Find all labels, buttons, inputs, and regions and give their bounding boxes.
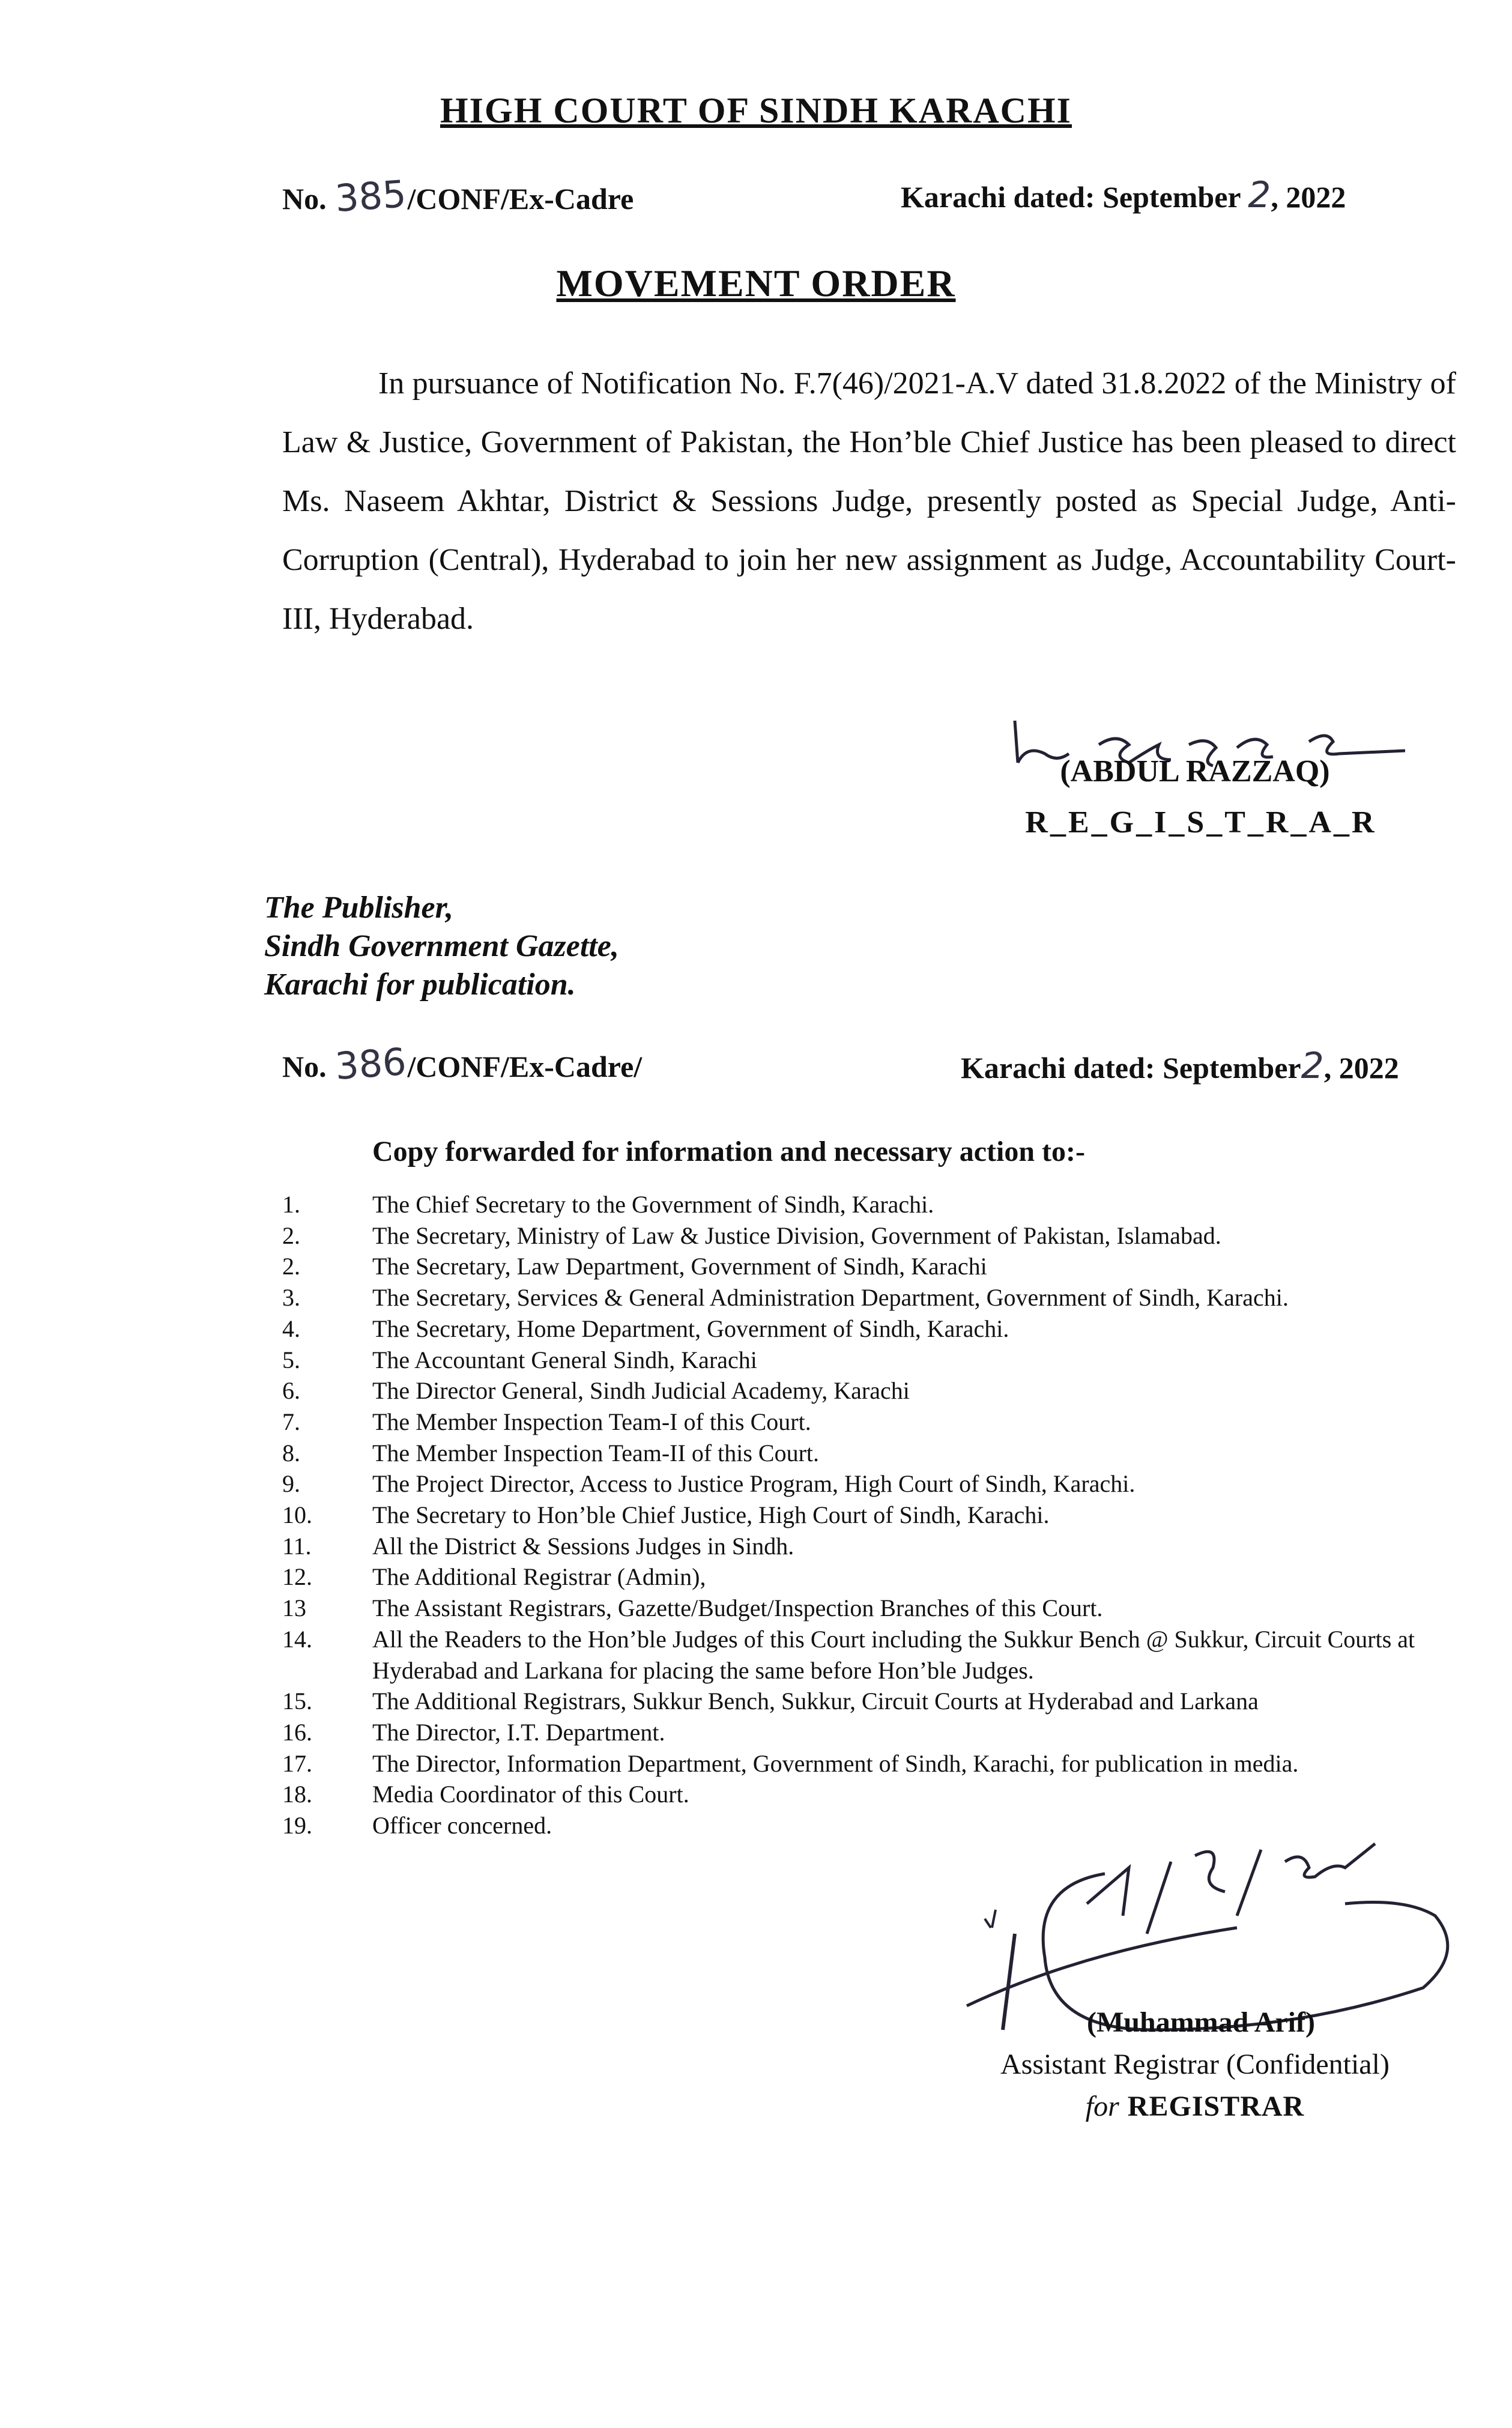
list-item-text: Media Coordinator of this Court. (372, 1781, 689, 1808)
order-date-prefix: Karachi dated: September (901, 180, 1248, 214)
list-item (282, 1686, 1483, 1717)
list-item-number: 4. (282, 1315, 300, 1342)
list-item (282, 1438, 1483, 1469)
list-item-number: 16. (282, 1718, 312, 1746)
copy-number-prefix: No. (282, 1050, 327, 1083)
distribution-list (282, 1189, 1483, 1841)
list-item-number: 5. (282, 1346, 300, 1373)
order-number-prefix: No. (282, 182, 327, 216)
list-item (282, 1624, 1483, 1686)
list-item-text: The Secretary, Ministry of Law & Justice Division, Government of Pakistan, Islamabad. (372, 1222, 1221, 1249)
list-item-number: 7. (282, 1408, 300, 1435)
copy-number-suffix: /CONF/Ex-Cadre/ (407, 1050, 643, 1083)
list-item-text: The Project Director, Access to Justice Program, High Court of Sindh, Karachi. (372, 1470, 1136, 1498)
list-item-number: 19. (282, 1812, 312, 1839)
copy-number-handwritten: 386 (333, 1039, 408, 1089)
publisher-address (264, 889, 619, 1004)
list-item-text: The Additional Registrars, Sukkur Bench, Sukkur, Circuit Courts at Hyderabad and Larkana (372, 1688, 1259, 1715)
list-item-text: The Director General, Sindh Judicial Academy, Karachi (372, 1377, 910, 1405)
publisher-line-2: Sindh Government Gazette, (264, 929, 619, 963)
list-item-number: 1. (282, 1191, 300, 1218)
list-item-text: The Director, I.T. Department. (372, 1718, 665, 1746)
list-item-number: 6. (282, 1377, 300, 1405)
list-item-text: The Member Inspection Team-II of this Court. (372, 1439, 820, 1467)
order-number (282, 171, 634, 221)
list-item (282, 1531, 1483, 1562)
list-item-text: The Assistant Registrars, Gazette/Budget/Inspection Branches of this Court. (372, 1594, 1103, 1622)
list-item-text: Officer concerned. (372, 1812, 552, 1839)
list-item-text: The Additional Registrar (Admin), (372, 1563, 706, 1591)
list-item (282, 1251, 1483, 1282)
list-item (282, 1779, 1483, 1810)
copy-date-year: , 2022 (1323, 1051, 1399, 1085)
publisher-line-1: The Publisher, (264, 891, 453, 925)
list-item-number: 14. (282, 1625, 312, 1653)
list-item-text: The Secretary, Law Department, Government of Sindh, Karachi (372, 1253, 987, 1280)
list-item-number: 17. (282, 1749, 312, 1777)
for-registrar-title: REGISTRAR (1127, 2090, 1305, 2122)
copy-number (282, 1039, 643, 1089)
list-item (282, 1189, 1483, 1220)
court-title: HIGH COURT OF SINDH KARACHI (440, 91, 1072, 130)
for-registrar (925, 2090, 1465, 2123)
list-item-number: 13 (282, 1594, 306, 1622)
list-item (282, 1468, 1483, 1500)
order-date-day-handwritten: 2 (1248, 174, 1271, 216)
copy-date-prefix: Karachi dated: September (961, 1051, 1301, 1085)
list-item-number: 15. (282, 1688, 312, 1715)
list-item-text: The Member Inspection Team-I of this Court. (372, 1408, 811, 1435)
list-item-number: 8. (282, 1439, 300, 1467)
order-body: In pursuance of Notification No. F.7(46)/2021-A.V dated 31.8.2022 of the Ministry of Law & Justice, Government of Pakistan, the Hon’ble Chief Justice has been pleased to direct Ms. Naseem Akhtar, District & Sessions Judge, presently posted as Special Judge, Anti-Corruption (Central), Hyderabad to join her new assignment as Judge, Accountability Court-III, Hyderabad. (282, 366, 1456, 636)
list-item-text: The Director, Information Department, Government of Sindh, Karachi, for publication in media. (372, 1749, 1299, 1777)
list-item (282, 1748, 1483, 1779)
registrar-title: R_E_G_I_S_T_R_A_R (1025, 805, 1377, 840)
list-item-text: All the Readers to the Hon’ble Judges of this Court including the Sukkur Bench @ Sukkur, Circuit Courts at Hyderabad and Larkana for placing the same before Hon’ble Judges. (372, 1625, 1415, 1684)
list-item-text: The Chief Secretary to the Government of Sindh, Karachi. (372, 1191, 934, 1218)
list-item (282, 1375, 1483, 1406)
list-item (282, 1406, 1483, 1438)
list-item (282, 1593, 1483, 1624)
list-item-number: 11. (282, 1532, 312, 1560)
list-item-number: 2. (282, 1253, 300, 1280)
list-item-number: 12. (282, 1563, 312, 1591)
list-item (282, 1345, 1483, 1376)
list-item (282, 1717, 1483, 1748)
publisher-line-3: Karachi for publication. (264, 967, 576, 1002)
copy-forwarded-heading: Copy forwarded for information and necessary action to:- (372, 1136, 1085, 1167)
list-item-number: 3. (282, 1284, 300, 1312)
list-item (282, 1282, 1483, 1313)
document-title: MOVEMENT ORDER (556, 262, 956, 304)
order-date-year: , 2022 (1271, 180, 1346, 214)
copy-date (961, 1045, 1399, 1087)
list-item-text: The Secretary to Hon’ble Chief Justice, High Court of Sindh, Karachi. (372, 1501, 1050, 1529)
order-number-suffix: /CONF/Ex-Cadre (407, 182, 634, 216)
list-item (282, 1220, 1483, 1252)
order-number-handwritten: 385 (333, 171, 408, 221)
for-word: for (1085, 2090, 1119, 2122)
list-item-text: The Secretary, Services & General Administration Department, Government of Sindh, Karachi. (372, 1284, 1289, 1312)
list-item-number: 18. (282, 1781, 312, 1808)
list-item-number: 2. (282, 1222, 300, 1249)
registrar-name: (ABDUL RAZZAQ) (1060, 754, 1330, 789)
list-item-number: 10. (282, 1501, 312, 1529)
list-item (282, 1500, 1483, 1531)
list-item-text: The Secretary, Home Department, Government of Sindh, Karachi. (372, 1315, 1009, 1342)
list-item-text: The Accountant General Sindh, Karachi (372, 1346, 757, 1373)
list-item-number: 9. (282, 1470, 300, 1498)
assistant-registrar-title: Assistant Registrar (Confidential) (1000, 2048, 1390, 2080)
order-date (901, 174, 1346, 216)
copy-date-day-handwritten: 2 (1301, 1045, 1324, 1087)
assistant-registrar-name: (Muhammad Arif) (1087, 2006, 1315, 2038)
list-item (282, 1313, 1483, 1345)
list-item (282, 1561, 1483, 1593)
list-item-text: All the District & Sessions Judges in Sindh. (372, 1532, 794, 1560)
